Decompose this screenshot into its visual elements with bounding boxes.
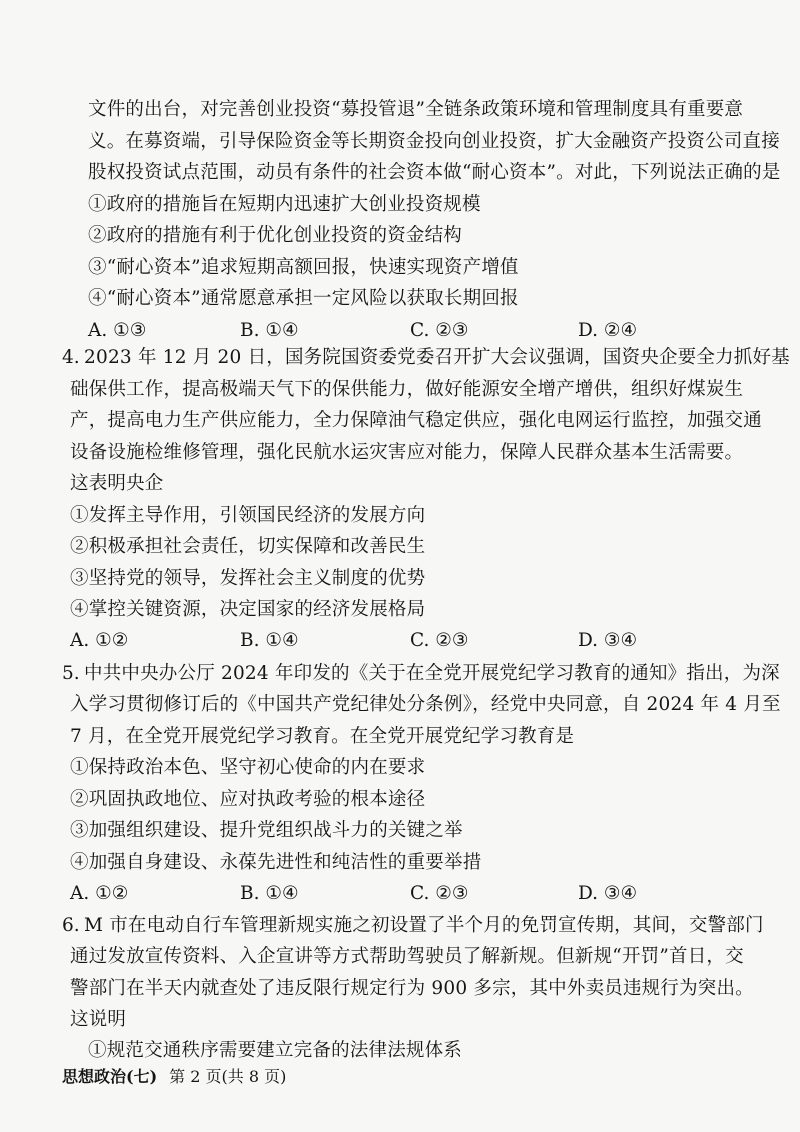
question-5-statement-4: ④加强自身建设、永葆先进性和纯洁性的重要举措	[70, 852, 482, 873]
question-4-line-2: 础保供工作，提高极端天气下的保供能力，做好能源安全增产增供，组织好煤炭生	[70, 379, 744, 400]
intro-line-2: 义。在募资端，引导保险资金等长期资金投向创业投资，扩大金融资产投资公司直接	[88, 131, 780, 152]
question-6-line-4: 这说明	[70, 1009, 127, 1030]
question-4-option-d: D. ③④	[578, 630, 638, 651]
intro-option-c: C. ②③	[410, 320, 469, 341]
question-5-line-1: 中共中央办公厅 2024 年印发的《关于在全党开展党纪学习教育的通知》指出，为深	[84, 663, 780, 684]
intro-option-d: D. ②④	[578, 320, 638, 341]
question-5-statement-2: ②巩固执政地位、应对执政考验的根本途径	[70, 789, 426, 810]
intro-line-3: 股权投资试点范围，动员有条件的社会资本做“耐心资本”。对此，下列说法正确的是	[88, 162, 781, 183]
question-4-line-4: 设备设施检维修管理，强化民航水运灾害应对能力，保障人民群众基本生活需要。	[70, 442, 744, 463]
question-5-number: 5.	[62, 663, 80, 684]
question-5-statement-1: ①保持政治本色、坚守初心使命的内在要求	[70, 757, 426, 778]
question-4-line-5: 这表明央企	[70, 473, 164, 494]
intro-line-1: 文件的出台，对完善创业投资“募投管退”全链条政策环境和管理制度具有重要意	[88, 99, 744, 120]
intro-option-b: B. ①④	[240, 320, 299, 341]
question-4-statement-1: ①发挥主导作用，引领国民经济的发展方向	[70, 505, 426, 526]
question-4-option-a: A. ①②	[70, 630, 129, 651]
question-5-statement-3: ③加强组织建设、提升党组织战斗力的关键之举	[70, 820, 463, 841]
intro-statement-3: ③“耐心资本”追求短期高额回报，快速实现资产增值	[88, 257, 519, 278]
footer-subject: 思想政治(七)	[62, 1067, 158, 1086]
intro-statement-2: ②政府的措施有利于优化创业投资的资金结构	[88, 225, 463, 246]
footer-page-number: 第 2 页(共 8 页)	[169, 1067, 287, 1086]
question-5-option-a: A. ①②	[70, 883, 129, 904]
intro-statement-4: ④“耐心资本”通常愿意承担一定风险以获取长期回报	[88, 288, 519, 309]
question-5-option-c: C. ②③	[410, 883, 469, 904]
question-4-option-c: C. ②③	[410, 630, 469, 651]
question-6-line-1: M 市在电动自行车管理新规实施之初设置了半个月的免罚宣传期，其间，交警部门	[84, 915, 764, 936]
question-5-line-2: 入学习贯彻修订后的《中国共产党纪律处分条例》，经党中央同意，自 2024 年 4 月至	[70, 694, 781, 715]
question-4-statement-2: ②积极承担社会责任，切实保障和改善民生	[70, 536, 426, 557]
question-4-number: 4.	[62, 347, 80, 368]
question-5-option-d: D. ③④	[578, 883, 638, 904]
page-footer	[62, 1066, 286, 1088]
question-5-line-3: 7 月，在全党开展党纪学习教育。在全党开展党纪学习教育是	[70, 726, 575, 747]
question-4-line-1: 2023 年 12 月 20 日，国务院国资委党委召开扩大会议强调，国资央企要全力抓好基	[84, 347, 790, 368]
question-5-option-b: B. ①④	[240, 883, 299, 904]
question-6-number: 6.	[62, 915, 80, 936]
question-4-option-b: B. ①④	[240, 630, 299, 651]
question-4-statement-4: ④掌控关键资源，决定国家的经济发展格局	[70, 599, 426, 620]
question-6-statement-1: ①规范交通秩序需要建立完备的法律法规体系	[88, 1040, 463, 1061]
intro-option-a: A. ①③	[88, 320, 147, 341]
question-4-line-3: 产，提高电力生产供应能力，全力保障油气稳定供应，强化电网运行监控，加强交通	[70, 410, 762, 431]
question-6-line-2: 通过发放宣传资料、入企宣讲等方式帮助驾驶员了解新规。但新规“开罚”首日，交	[70, 946, 744, 967]
question-4-statement-3: ③坚持党的领导，发挥社会主义制度的优势	[70, 568, 426, 589]
question-6-line-3: 警部门在半天内就查处了违反限行规定行为 900 多宗，其中外卖员违规行为突出。	[70, 978, 754, 999]
intro-statement-1: ①政府的措施旨在短期内迅速扩大创业投资规模	[88, 194, 481, 215]
